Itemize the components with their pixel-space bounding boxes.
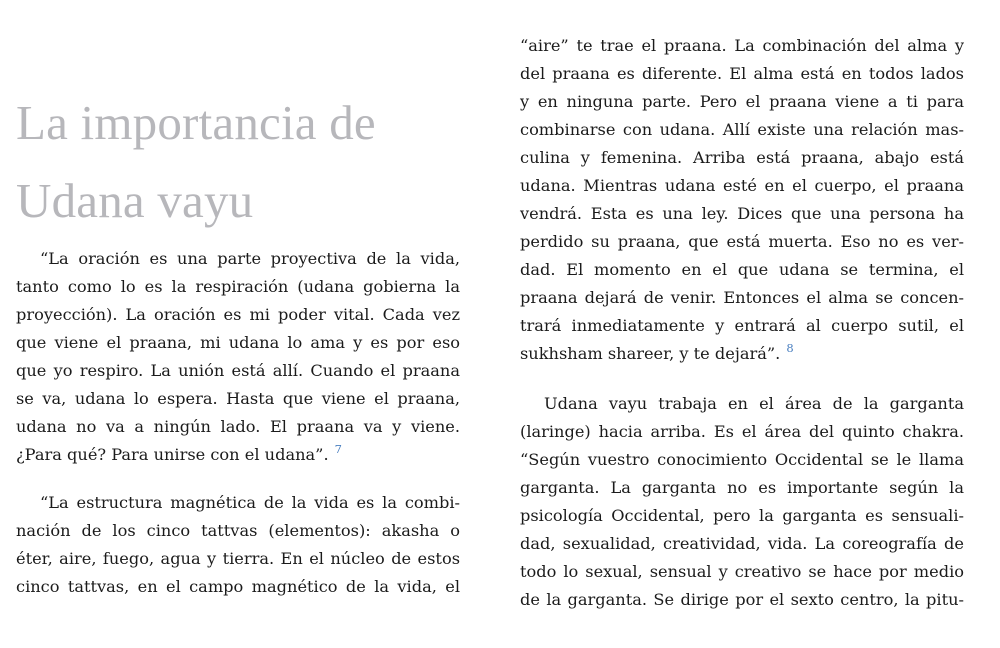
text-line: praana dejará de venir. Entonces el alma se concen- (520, 288, 964, 307)
text-line: de la garganta. Se dirige por el sexto centro, la pitu- (520, 590, 964, 609)
text-line: que viene el praana, mi udana lo ama y es por eso (16, 333, 460, 352)
text-line: garganta. La garganta no es importante según la (520, 478, 964, 497)
chapter-title (16, 84, 376, 240)
footnote-link-8[interactable]: 8 (786, 341, 794, 355)
text-line: “La oración es una parte proyectiva de la vida, (40, 249, 460, 268)
text-line: que yo respiro. La unión está allí. Cuando el praana (16, 361, 460, 380)
text-line: cinco tattvas, en el campo magnético de la vida, el (16, 577, 460, 596)
text-line: proyección). La oración es mi poder vital. Cada vez (16, 305, 460, 324)
text-line: dad. El momento en el que udana se termina, el (520, 260, 964, 279)
text-line: todo lo sexual, sensual y creativo se hace por medio (520, 562, 964, 581)
text-line: trará inmediatamente y entrará al cuerpo sutil, el (520, 316, 964, 335)
text-line: (laringe) hacia arriba. Es el área del quinto chakra. (520, 422, 964, 441)
text-line: del praana es diferente. El alma está en todos lados (520, 64, 964, 83)
footnote-link-7[interactable]: 7 (334, 442, 342, 456)
text-line-last (16, 441, 460, 469)
text-line: “La estructura magnética de la vida es la combi- (40, 493, 460, 512)
text-line: y en ninguna parte. Pero el praana viene a ti para (520, 92, 964, 111)
text-line: combinarse con udana. Allí existe una relación mas- (520, 120, 964, 139)
text-line: dad, sexualidad, creatividad, vida. La coreografía de (520, 534, 964, 553)
text-line: nación de los cinco tattvas (elementos): akasha o (16, 521, 460, 540)
text-line-content: sukhsham shareer, y te dejará”. (520, 344, 781, 363)
text-line: perdido su praana, que está muerta. Eso no es ver- (520, 232, 964, 251)
text-line: se va, udana lo espera. Hasta que viene el praana, (16, 389, 460, 408)
text-line: vendrá. Esta es una ley. Dices que una persona ha (520, 204, 964, 223)
chapter-title-line-2: Udana vayu (16, 173, 254, 228)
text-line: éter, aire, fuego, agua y tierra. En el núcleo de estos (16, 549, 460, 568)
text-line: Udana vayu trabaja en el área de la garganta (544, 394, 964, 413)
text-line: culina y femenina. Arriba está praana, abajo está (520, 148, 964, 167)
text-line: udana no va a ningún lado. El praana va y viene. (16, 417, 460, 436)
text-line: tanto como lo es la respiración (udana gobierna la (16, 277, 460, 296)
text-line-last (520, 340, 964, 368)
chapter-title-line-1: La importancia de (16, 95, 376, 150)
text-line-content: ¿Para qué? Para unirse con el udana”. (16, 445, 329, 464)
text-line: psicología Occidental, pero la garganta es sensuali- (520, 506, 964, 525)
text-line: “aire” te trae el praana. La combinación del alma y (520, 36, 964, 55)
text-line: udana. Mientras udana esté en el cuerpo, el praana (520, 176, 964, 195)
text-line: “Según vuestro conocimiento Occidental se le llama (520, 450, 964, 469)
